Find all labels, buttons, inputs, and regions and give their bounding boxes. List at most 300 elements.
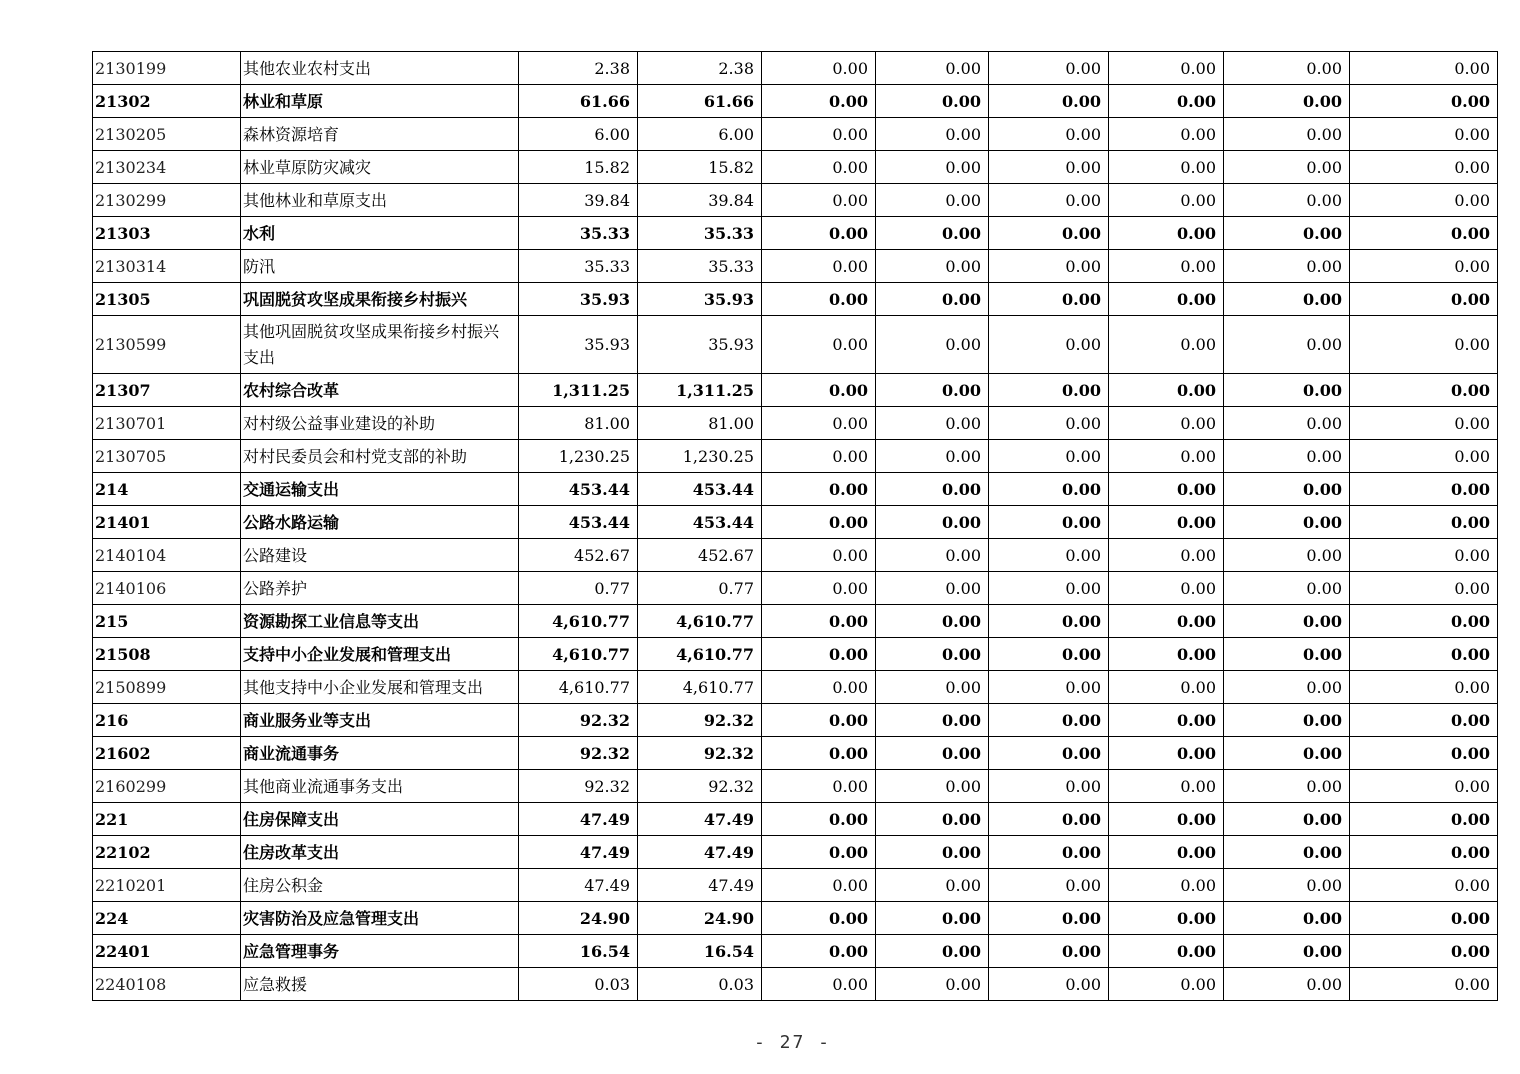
row-value: 0.00 — [1224, 935, 1350, 968]
row-value: 0.00 — [1350, 217, 1498, 250]
row-value: 35.33 — [638, 217, 762, 250]
row-name: 其他巩固脱贫攻坚成果衔接乡村振兴支出 — [241, 316, 519, 374]
row-code: 21303 — [93, 217, 241, 250]
row-value: 453.44 — [519, 506, 638, 539]
row-value: 47.49 — [638, 869, 762, 902]
row-name: 公路养护 — [241, 572, 519, 605]
row-value: 0.00 — [1350, 605, 1498, 638]
row-code: 2160299 — [93, 770, 241, 803]
row-value: 0.00 — [876, 250, 989, 283]
row-value: 0.00 — [876, 968, 989, 1001]
row-value: 0.00 — [989, 440, 1109, 473]
row-value: 24.90 — [638, 902, 762, 935]
row-value: 2.38 — [638, 52, 762, 85]
table-row — [93, 935, 1498, 968]
row-name: 商业流通事务 — [241, 737, 519, 770]
row-value: 0.03 — [519, 968, 638, 1001]
row-value: 0.00 — [1350, 85, 1498, 118]
row-value: 1,311.25 — [519, 374, 638, 407]
row-value: 0.00 — [762, 770, 876, 803]
row-value: 0.00 — [1109, 85, 1224, 118]
row-name: 交通运输支出 — [241, 473, 519, 506]
row-value: 0.00 — [989, 316, 1109, 374]
row-value: 0.00 — [876, 902, 989, 935]
row-value: 0.00 — [1350, 935, 1498, 968]
row-value: 0.00 — [1350, 869, 1498, 902]
row-value: 0.00 — [989, 803, 1109, 836]
row-value: 0.00 — [1109, 151, 1224, 184]
row-name: 其他农业农村支出 — [241, 52, 519, 85]
row-code: 22102 — [93, 836, 241, 869]
row-name: 林业和草原 — [241, 85, 519, 118]
row-value: 0.00 — [1109, 638, 1224, 671]
row-value: 0.00 — [762, 803, 876, 836]
row-code: 2130599 — [93, 316, 241, 374]
row-value: 0.00 — [989, 605, 1109, 638]
row-value: 15.82 — [519, 151, 638, 184]
row-value: 4,610.77 — [519, 638, 638, 671]
row-value: 0.00 — [1109, 836, 1224, 869]
row-value: 0.00 — [1350, 902, 1498, 935]
row-name: 支持中小企业发展和管理支出 — [241, 638, 519, 671]
row-value: 35.93 — [638, 316, 762, 374]
row-code: 21305 — [93, 283, 241, 316]
table-row — [93, 118, 1498, 151]
row-value: 39.84 — [519, 184, 638, 217]
row-value: 4,610.77 — [638, 638, 762, 671]
row-value: 0.00 — [1224, 473, 1350, 506]
row-value: 0.00 — [1109, 374, 1224, 407]
row-value: 0.00 — [1350, 770, 1498, 803]
row-value: 81.00 — [519, 407, 638, 440]
table-row — [93, 374, 1498, 407]
row-value: 0.00 — [876, 184, 989, 217]
row-name: 住房公积金 — [241, 869, 519, 902]
row-value: 0.00 — [1224, 902, 1350, 935]
row-value: 0.00 — [1224, 85, 1350, 118]
row-value: 0.00 — [1350, 506, 1498, 539]
row-value: 4,610.77 — [519, 671, 638, 704]
row-value: 0.00 — [762, 869, 876, 902]
row-name: 住房保障支出 — [241, 803, 519, 836]
table-row — [93, 671, 1498, 704]
row-value: 0.00 — [876, 118, 989, 151]
row-value: 0.00 — [876, 671, 989, 704]
row-value: 0.00 — [876, 473, 989, 506]
row-name: 其他支持中小企业发展和管理支出 — [241, 671, 519, 704]
row-code: 2130234 — [93, 151, 241, 184]
row-name: 应急救援 — [241, 968, 519, 1001]
row-value: 0.00 — [1109, 737, 1224, 770]
row-value: 0.00 — [762, 704, 876, 737]
row-code: 21401 — [93, 506, 241, 539]
row-value: 0.00 — [1109, 283, 1224, 316]
row-value: 0.00 — [989, 671, 1109, 704]
row-value: 0.00 — [1109, 250, 1224, 283]
row-name: 防汛 — [241, 250, 519, 283]
row-value: 1,230.25 — [638, 440, 762, 473]
row-value: 92.32 — [638, 737, 762, 770]
row-value: 92.32 — [638, 770, 762, 803]
row-value: 0.00 — [989, 151, 1109, 184]
row-value: 0.00 — [1109, 506, 1224, 539]
row-name: 对村级公益事业建设的补助 — [241, 407, 519, 440]
row-value: 0.00 — [762, 671, 876, 704]
row-value: 0.00 — [876, 316, 989, 374]
row-value: 0.00 — [1224, 836, 1350, 869]
row-code: 2130199 — [93, 52, 241, 85]
row-value: 0.00 — [1224, 316, 1350, 374]
row-value: 0.00 — [1109, 803, 1224, 836]
row-value: 0.00 — [1109, 968, 1224, 1001]
row-value: 92.32 — [519, 737, 638, 770]
row-value: 0.00 — [1224, 803, 1350, 836]
row-name: 公路建设 — [241, 539, 519, 572]
table-row — [93, 572, 1498, 605]
row-value: 0.00 — [762, 151, 876, 184]
row-value: 0.00 — [1224, 968, 1350, 1001]
table-row — [93, 250, 1498, 283]
row-value: 0.00 — [762, 539, 876, 572]
row-value: 0.00 — [876, 217, 989, 250]
row-value: 0.00 — [762, 184, 876, 217]
row-value: 0.03 — [638, 968, 762, 1001]
row-value: 0.00 — [1224, 605, 1350, 638]
row-value: 0.00 — [1109, 52, 1224, 85]
row-value: 0.00 — [1224, 638, 1350, 671]
row-name: 农村综合改革 — [241, 374, 519, 407]
row-value: 35.33 — [519, 217, 638, 250]
row-code: 2130705 — [93, 440, 241, 473]
table-row — [93, 283, 1498, 316]
row-value: 47.49 — [638, 836, 762, 869]
row-code: 215 — [93, 605, 241, 638]
table-row — [93, 85, 1498, 118]
row-value: 0.00 — [989, 572, 1109, 605]
row-value: 0.00 — [876, 737, 989, 770]
row-value: 92.32 — [519, 704, 638, 737]
row-value: 0.00 — [989, 968, 1109, 1001]
row-code: 21508 — [93, 638, 241, 671]
row-value: 2.38 — [519, 52, 638, 85]
row-value: 61.66 — [638, 85, 762, 118]
row-value: 0.00 — [989, 737, 1109, 770]
row-value: 24.90 — [519, 902, 638, 935]
row-value: 0.00 — [1109, 217, 1224, 250]
row-value: 0.00 — [876, 407, 989, 440]
row-value: 35.33 — [638, 250, 762, 283]
row-value: 35.93 — [519, 316, 638, 374]
row-value: 16.54 — [519, 935, 638, 968]
row-code: 224 — [93, 902, 241, 935]
row-value: 0.00 — [989, 52, 1109, 85]
row-value: 0.00 — [1224, 671, 1350, 704]
row-value: 47.49 — [519, 869, 638, 902]
row-value: 0.00 — [1350, 184, 1498, 217]
row-value: 0.00 — [762, 605, 876, 638]
row-value: 39.84 — [638, 184, 762, 217]
table-row — [93, 316, 1498, 374]
row-value: 0.00 — [989, 836, 1109, 869]
row-value: 0.00 — [762, 407, 876, 440]
row-value: 0.00 — [762, 902, 876, 935]
row-value: 0.00 — [1224, 217, 1350, 250]
row-value: 0.00 — [876, 440, 989, 473]
table-row — [93, 638, 1498, 671]
row-name: 水利 — [241, 217, 519, 250]
row-value: 0.00 — [1350, 407, 1498, 440]
row-value: 0.00 — [1350, 704, 1498, 737]
row-value: 0.00 — [1224, 407, 1350, 440]
row-value: 0.00 — [762, 250, 876, 283]
row-value: 0.00 — [876, 539, 989, 572]
row-value: 0.00 — [1109, 902, 1224, 935]
row-code: 2130205 — [93, 118, 241, 151]
row-value: 452.67 — [638, 539, 762, 572]
table-row — [93, 407, 1498, 440]
row-value: 0.00 — [762, 473, 876, 506]
row-value: 81.00 — [638, 407, 762, 440]
row-value: 0.00 — [1224, 374, 1350, 407]
row-code: 2130314 — [93, 250, 241, 283]
row-name: 灾害防治及应急管理支出 — [241, 902, 519, 935]
row-value: 0.00 — [876, 770, 989, 803]
row-value: 0.00 — [989, 935, 1109, 968]
row-value: 0.00 — [1350, 473, 1498, 506]
row-value: 0.00 — [762, 316, 876, 374]
row-value: 1,311.25 — [638, 374, 762, 407]
row-value: 0.00 — [762, 737, 876, 770]
row-value: 0.00 — [1109, 572, 1224, 605]
row-value: 0.00 — [1224, 283, 1350, 316]
row-value: 0.00 — [1350, 250, 1498, 283]
row-name: 森林资源培育 — [241, 118, 519, 151]
row-value: 0.00 — [1350, 572, 1498, 605]
row-value: 0.00 — [1109, 539, 1224, 572]
table-row — [93, 836, 1498, 869]
row-value: 0.00 — [876, 836, 989, 869]
row-value: 0.00 — [989, 250, 1109, 283]
row-name: 对村民委员会和村党支部的补助 — [241, 440, 519, 473]
row-value: 0.00 — [762, 935, 876, 968]
row-value: 0.00 — [1224, 151, 1350, 184]
row-value: 0.00 — [876, 935, 989, 968]
table-row — [93, 52, 1498, 85]
row-value: 0.00 — [1109, 407, 1224, 440]
row-value: 0.00 — [762, 638, 876, 671]
row-code: 21307 — [93, 374, 241, 407]
row-code: 2140104 — [93, 539, 241, 572]
table-row — [93, 151, 1498, 184]
row-value: 0.00 — [989, 217, 1109, 250]
table-row — [93, 902, 1498, 935]
table-row — [93, 440, 1498, 473]
row-name: 应急管理事务 — [241, 935, 519, 968]
row-value: 0.00 — [1224, 118, 1350, 151]
table-row — [93, 506, 1498, 539]
row-value: 4,610.77 — [638, 671, 762, 704]
row-value: 15.82 — [638, 151, 762, 184]
row-value: 0.00 — [1224, 539, 1350, 572]
row-value: 0.00 — [989, 374, 1109, 407]
table-row — [93, 539, 1498, 572]
row-code: 2150899 — [93, 671, 241, 704]
row-value: 0.00 — [989, 869, 1109, 902]
budget-table — [92, 51, 1498, 1001]
table-body — [93, 52, 1498, 1001]
row-code: 2240108 — [93, 968, 241, 1001]
row-value: 0.00 — [762, 968, 876, 1001]
row-code: 214 — [93, 473, 241, 506]
row-value: 6.00 — [638, 118, 762, 151]
table-row — [93, 968, 1498, 1001]
row-value: 0.00 — [1350, 151, 1498, 184]
table-row — [93, 217, 1498, 250]
row-value: 0.00 — [1350, 539, 1498, 572]
row-value: 0.00 — [1350, 283, 1498, 316]
row-name: 住房改革支出 — [241, 836, 519, 869]
row-value: 0.00 — [1224, 704, 1350, 737]
row-code: 21602 — [93, 737, 241, 770]
row-value: 0.00 — [1109, 671, 1224, 704]
row-value: 0.00 — [1109, 473, 1224, 506]
row-value: 0.00 — [1224, 52, 1350, 85]
row-value: 0.00 — [876, 638, 989, 671]
row-value: 0.00 — [876, 506, 989, 539]
row-value: 4,610.77 — [638, 605, 762, 638]
row-code: 2130701 — [93, 407, 241, 440]
row-value: 0.00 — [1109, 770, 1224, 803]
row-name: 林业草原防灾减灾 — [241, 151, 519, 184]
row-value: 0.00 — [989, 407, 1109, 440]
row-value: 0.00 — [876, 869, 989, 902]
row-value: 0.00 — [989, 118, 1109, 151]
row-value: 0.00 — [1350, 440, 1498, 473]
row-value: 0.00 — [876, 605, 989, 638]
row-code: 2130299 — [93, 184, 241, 217]
row-value: 0.00 — [989, 638, 1109, 671]
row-value: 0.00 — [1350, 638, 1498, 671]
row-value: 453.44 — [519, 473, 638, 506]
row-value: 4,610.77 — [519, 605, 638, 638]
row-code: 216 — [93, 704, 241, 737]
row-value: 0.00 — [989, 283, 1109, 316]
row-value: 452.67 — [519, 539, 638, 572]
table-row — [93, 770, 1498, 803]
row-value: 0.00 — [876, 52, 989, 85]
row-value: 0.77 — [519, 572, 638, 605]
row-value: 0.00 — [1224, 250, 1350, 283]
row-value: 0.00 — [1224, 572, 1350, 605]
row-value: 0.00 — [989, 506, 1109, 539]
row-value: 453.44 — [638, 506, 762, 539]
row-value: 0.00 — [1109, 704, 1224, 737]
row-code: 2140106 — [93, 572, 241, 605]
row-value: 0.00 — [1350, 671, 1498, 704]
row-value: 0.00 — [1109, 440, 1224, 473]
row-value: 0.00 — [762, 118, 876, 151]
row-value: 16.54 — [638, 935, 762, 968]
row-value: 0.00 — [762, 440, 876, 473]
row-name: 资源勘探工业信息等支出 — [241, 605, 519, 638]
table-row — [93, 803, 1498, 836]
row-value: 0.00 — [762, 85, 876, 118]
row-value: 0.00 — [1109, 316, 1224, 374]
row-value: 47.49 — [519, 836, 638, 869]
row-value: 0.00 — [1350, 836, 1498, 869]
table-row — [93, 473, 1498, 506]
row-value: 0.00 — [876, 803, 989, 836]
row-value: 47.49 — [638, 803, 762, 836]
row-value: 1,230.25 — [519, 440, 638, 473]
row-value: 0.00 — [876, 151, 989, 184]
row-value: 61.66 — [519, 85, 638, 118]
row-value: 0.77 — [638, 572, 762, 605]
table-row — [93, 737, 1498, 770]
row-value: 0.00 — [989, 704, 1109, 737]
row-value: 0.00 — [1224, 737, 1350, 770]
row-value: 0.00 — [876, 85, 989, 118]
row-name: 其他林业和草原支出 — [241, 184, 519, 217]
page-number: - 27 - — [753, 1032, 832, 1053]
row-name: 公路水路运输 — [241, 506, 519, 539]
row-value: 0.00 — [762, 52, 876, 85]
row-value: 0.00 — [1350, 118, 1498, 151]
row-value: 0.00 — [876, 704, 989, 737]
row-value: 0.00 — [989, 473, 1109, 506]
row-value: 453.44 — [638, 473, 762, 506]
row-value: 0.00 — [989, 539, 1109, 572]
row-value: 0.00 — [1350, 52, 1498, 85]
row-value: 35.33 — [519, 250, 638, 283]
row-value: 0.00 — [989, 902, 1109, 935]
row-code: 2210201 — [93, 869, 241, 902]
row-value: 0.00 — [876, 374, 989, 407]
row-value: 0.00 — [1109, 935, 1224, 968]
row-value: 0.00 — [1224, 440, 1350, 473]
row-value: 0.00 — [876, 572, 989, 605]
row-value: 0.00 — [1350, 968, 1498, 1001]
row-value: 0.00 — [876, 283, 989, 316]
row-value: 92.32 — [519, 770, 638, 803]
row-value: 0.00 — [1350, 316, 1498, 374]
row-value: 35.93 — [638, 283, 762, 316]
row-value: 0.00 — [1350, 803, 1498, 836]
row-code: 22401 — [93, 935, 241, 968]
row-value: 0.00 — [989, 770, 1109, 803]
table-row — [93, 869, 1498, 902]
row-value: 0.00 — [762, 572, 876, 605]
row-value: 92.32 — [638, 704, 762, 737]
row-value: 35.93 — [519, 283, 638, 316]
row-name: 其他商业流通事务支出 — [241, 770, 519, 803]
row-value: 0.00 — [1109, 605, 1224, 638]
row-value: 0.00 — [1109, 118, 1224, 151]
row-value: 6.00 — [519, 118, 638, 151]
row-code: 221 — [93, 803, 241, 836]
row-value: 0.00 — [1224, 869, 1350, 902]
row-code: 21302 — [93, 85, 241, 118]
row-value: 0.00 — [762, 283, 876, 316]
row-value: 0.00 — [1350, 374, 1498, 407]
row-value: 0.00 — [1109, 869, 1224, 902]
table-row — [93, 605, 1498, 638]
row-value: 47.49 — [519, 803, 638, 836]
row-value: 0.00 — [989, 184, 1109, 217]
row-value: 0.00 — [1109, 184, 1224, 217]
row-name: 巩固脱贫攻坚成果衔接乡村振兴 — [241, 283, 519, 316]
row-value: 0.00 — [1224, 770, 1350, 803]
